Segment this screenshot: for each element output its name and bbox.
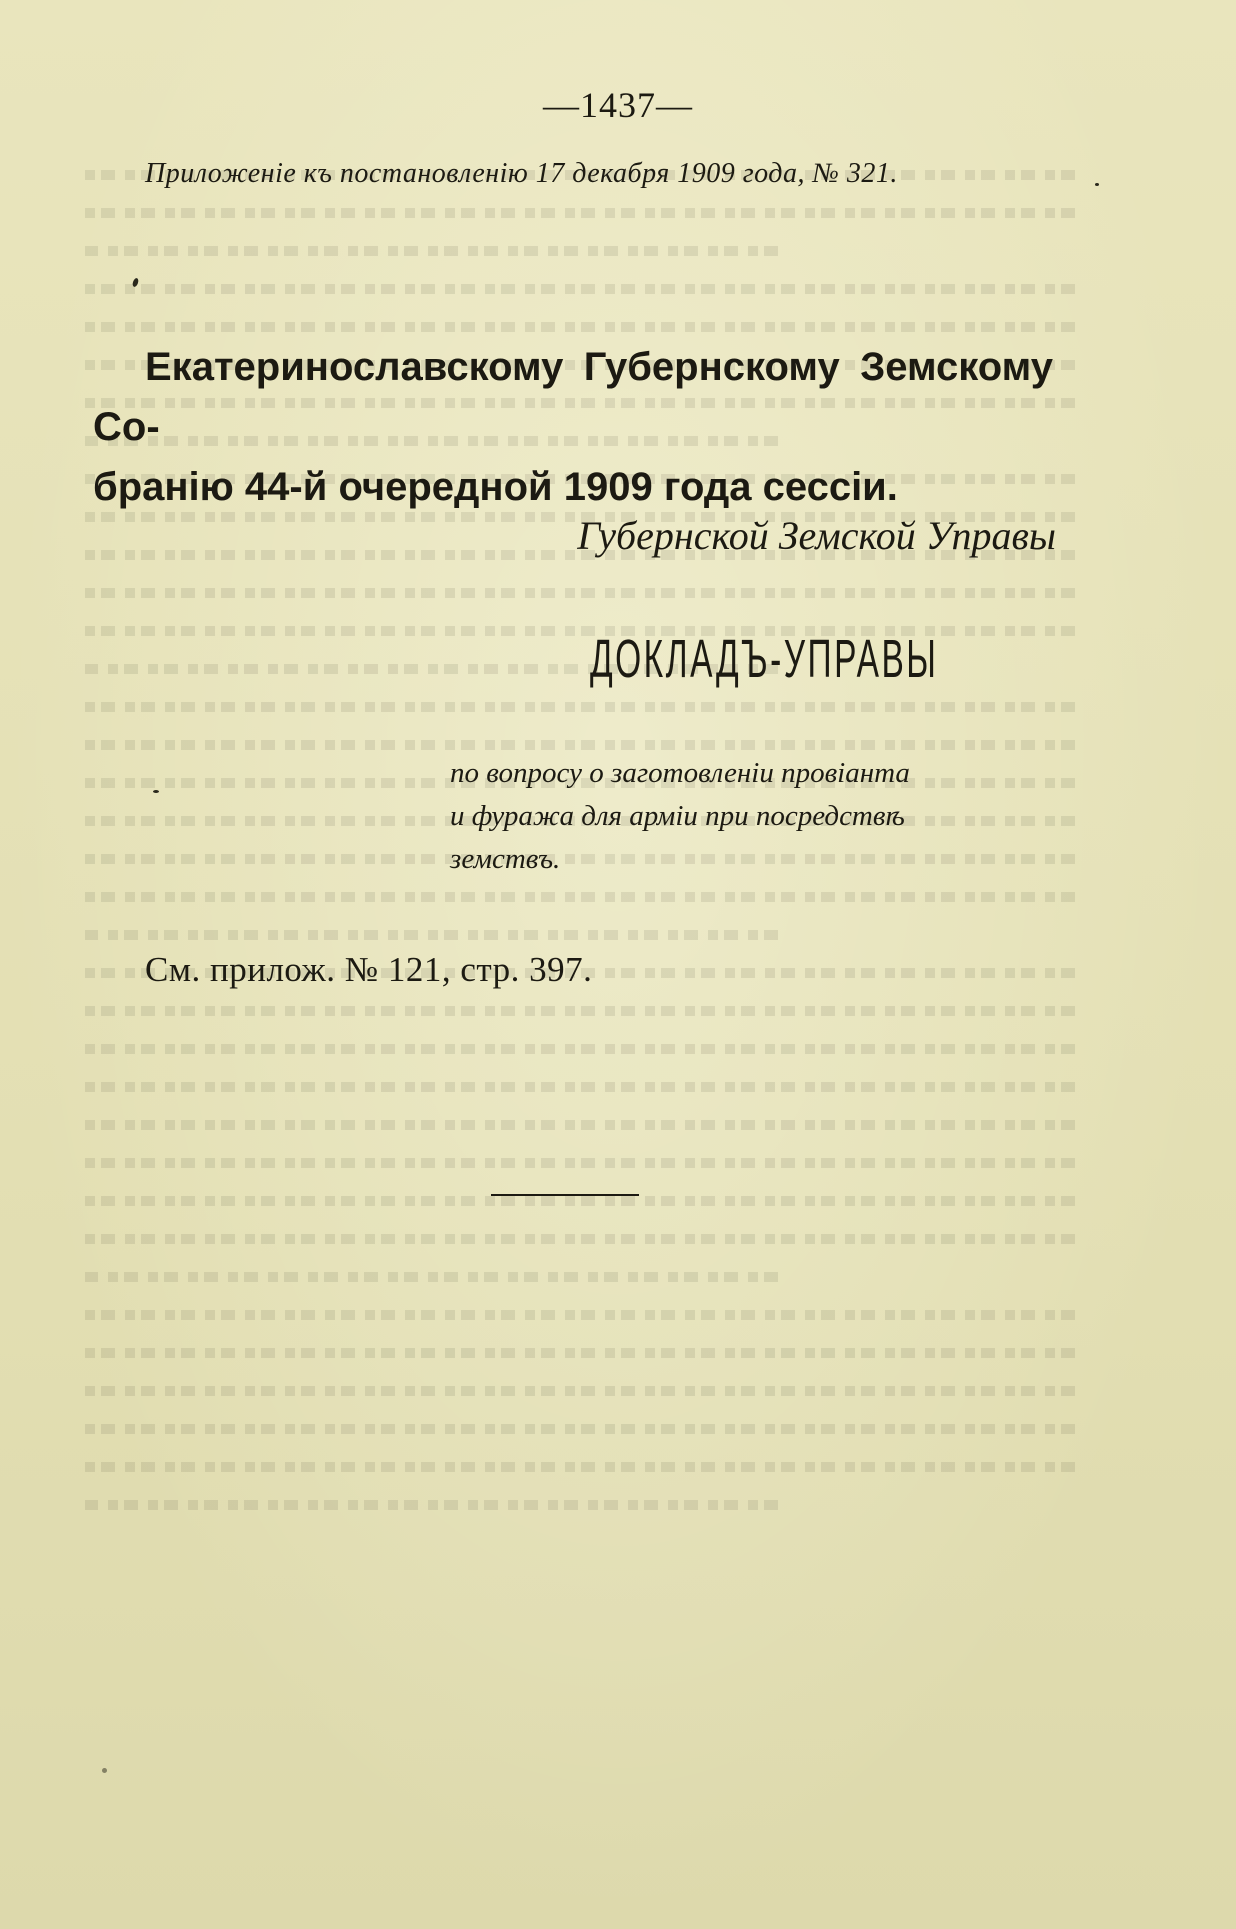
ink-speck xyxy=(102,1768,107,1773)
heading-line-1: Екатеринославскому Губернскому Земскому Со- xyxy=(93,345,1053,449)
closing-rule xyxy=(491,1194,639,1196)
board-name: Губернской Земской Управы xyxy=(577,513,1056,558)
ink-speck xyxy=(153,790,159,793)
reference-note: См. прилож. № 121, стр. 397. xyxy=(145,950,593,989)
report-subject xyxy=(450,752,1055,881)
page-number: —1437— xyxy=(543,85,693,125)
ink-speck xyxy=(1095,183,1099,186)
appendix-note: Приложеніе къ постановленію 17 декабря 1909 года, № 321. xyxy=(145,158,898,189)
document-heading xyxy=(93,337,1053,517)
ink-speck xyxy=(132,277,140,287)
subject-line-1: по вопросу о заготовленіи провіанта xyxy=(450,757,910,789)
heading-line-2: бранію 44-й очередной 1909 года сессіи. xyxy=(93,465,898,509)
subject-line-2: и фуража для арміи при посредствѣ xyxy=(450,800,905,832)
subject-line-3: земствъ. xyxy=(450,843,561,875)
report-title: ДОКЛАДЪ-УПРАВЫ xyxy=(590,629,939,689)
